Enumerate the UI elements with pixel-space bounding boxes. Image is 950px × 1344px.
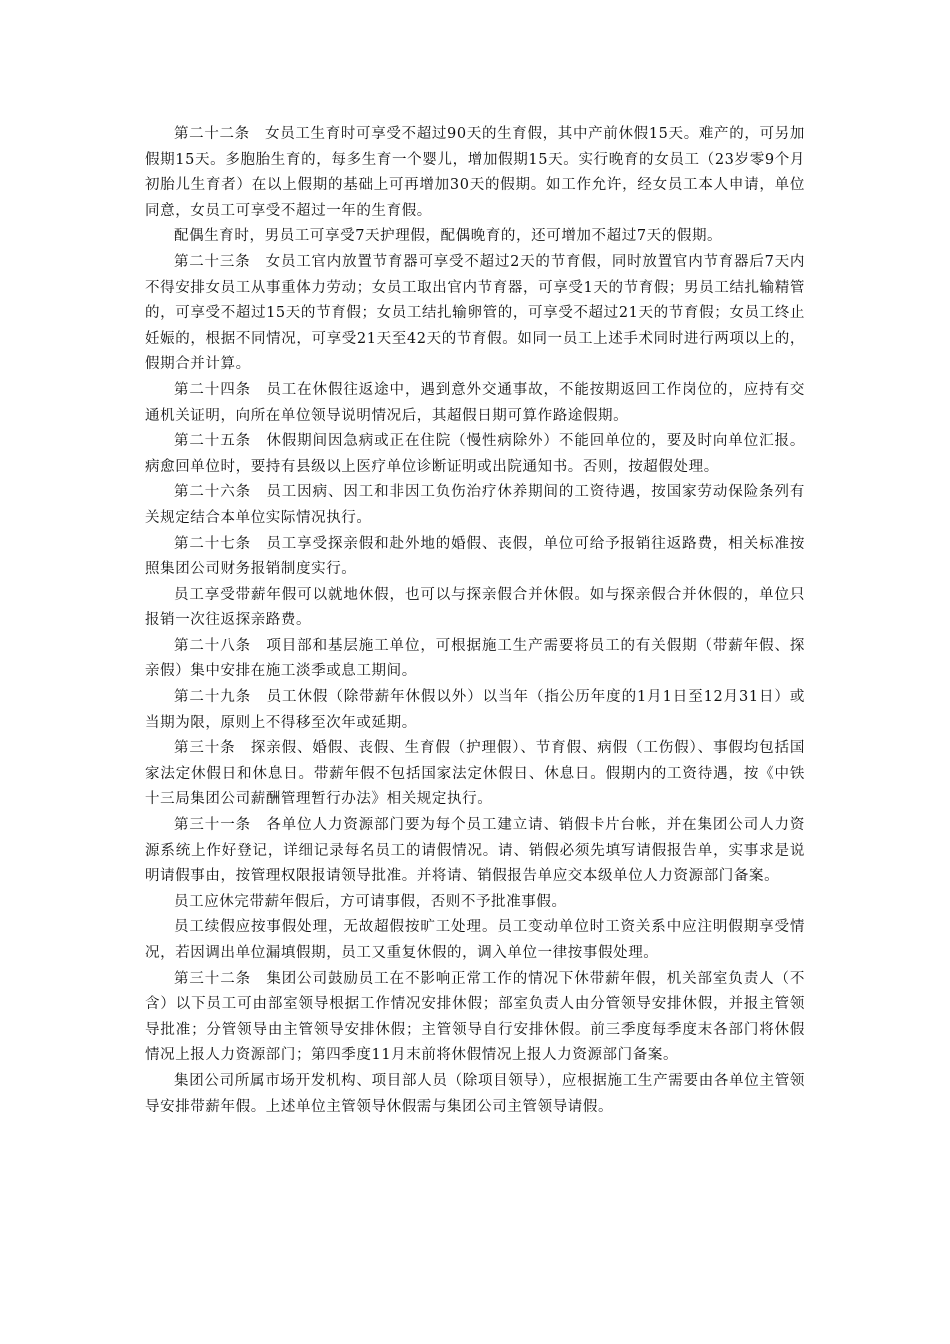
paragraph-article-26: 第二十六条 员工因病、因工和非因工负伤治疗休养期间的工资待遇，按国家劳动保险条列有关规定结合本单位实际情况执行。 (145, 484, 805, 526)
paragraph-affiliated-units: 集团公司所属市场开发机构、项目部人员（除项目领导），应根据施工生产需要由各单位主管领导安排带薪年假。上述单位主管领导休假需与集团公司主管领导请假。 (145, 1072, 805, 1115)
paragraph-article-22: 第二十二条 女员工生育时可享受不超过90天的生育假，其中产前休假15天。难产的，可另加假期15天。多胞胎生育的，每多生育一个婴儿，增加假期15天。实行晚育的女员工（23岁零9个月初胎儿生育者）在以上假期的基础上可再增加30天的假期。如工作允许，经女员工本人申请，单位同意，女员工可享受不超过一年的生育假。 (145, 126, 805, 219)
paragraph-article-31: 第三十一条 各单位人力资源部门要为每个员工建立请、销假卡片台帐，并在集团公司人力资源系统上作好登记，详细记录每名员工的请假情况。请、销假必须先填写请假报告单，实事求是说明请假事由，按管理权限报请领导批准。并将请、销假报告单应交本级单位人力资源部门备案。 (145, 817, 805, 885)
paragraph-article-32: 第三十二条 集团公司鼓励员工在不影响正常工作的情况下休带薪年假，机关部室负责人（不含）以下员工可由部室领导根据工作情况安排休假；部室负责人由分管领导安排休假，并报主管领导批准；分管领导由主管领导安排休假；主管领导自行安排休假。前三季度每季度末各部门将休假情况上报人力资源部门；第四季度11月末前将休假情况上报人力资源部门备案。 (145, 970, 805, 1064)
paragraph-annual-before-personal: 员工应休完带薪年假后，方可请事假，否则不予批准事假。 (174, 893, 567, 910)
paragraph-annual-leave-combined: 员工享受带薪年假可以就地休假，也可以与探亲假合并休假。如与探亲假合并休假的，单位只报销一次往返探亲路费。 (145, 586, 805, 629)
paragraph-article-27: 第二十七条 员工享受探亲假和赴外地的婚假、丧假，单位可给予报销往返路费，相关标准按照集团公司财务报销制度实行。 (145, 535, 805, 578)
paragraph-article-28: 第二十八条 项目部和基层施工单位，可根据施工生产需要将员工的有关假期（带薪年假、探亲假）集中安排在施工淡季或息工期间。 (145, 637, 805, 680)
paragraph-article-25: 第二十五条 休假期间因急病或正在住院（慢性病除外）不能回单位的，要及时向单位汇报。病愈回单位时，要持有县级以上医疗单位诊断证明或出院通知书。否则，按超假处理。 (145, 433, 805, 475)
document-body (145, 122, 805, 1120)
paragraph-spouse-leave: 配偶生育时，男员工可享受7天护理假，配偶晚育的，还可增加不超过7天的假期。 (174, 228, 723, 245)
paragraph-article-29: 第二十九条 员工休假（除带薪年休假以外）以当年（指公历年度的1月1日至12月31日）或当期为限，原则上不得移至次年或延期。 (145, 689, 805, 731)
paragraph-extension-leave: 员工续假应按事假处理，无故超假按旷工处理。员工变动单位时工资关系中应注明假期享受情况，若因调出单位漏填假期，员工又重复休假的，调入单位一律按事假处理。 (145, 919, 805, 961)
paragraph-article-30: 第三十条 探亲假、婚假、丧假、生育假（护理假）、节育假、病假（工伤假）、事假均包括国家法定休假日和休息日。带薪年假不包括国家法定休假日、休息日。假期内的工资待遇，按《中铁十三局集团公司薪酬管理暂行办法》相关规定执行。 (145, 740, 805, 808)
paragraph-article-24: 第二十四条 员工在休假往返途中，遇到意外交通事故，不能按期返回工作岗位的，应持有交通机关证明，向所在单位领导说明情况后，其超假日期可算作路途假期。 (145, 381, 805, 424)
paragraph-article-23: 第二十三条 女员工官内放置节育器可享受不超过2天的节育假，同时放置官内节育器后7天内不得安排女员工从事重体力劳动；女员工取出官内节育器，可享受1天的节育假；男员工结扎输精管的，可享受不超过15天的节育假；女员工结扎输卵管的，可享受不超过21天的节育假；女员工终止妊娠的，根据不同情况，可享受21天至42天的节育假。如同一员工上述手术同时进行两项以上的，假期合并计算。 (145, 253, 805, 373)
